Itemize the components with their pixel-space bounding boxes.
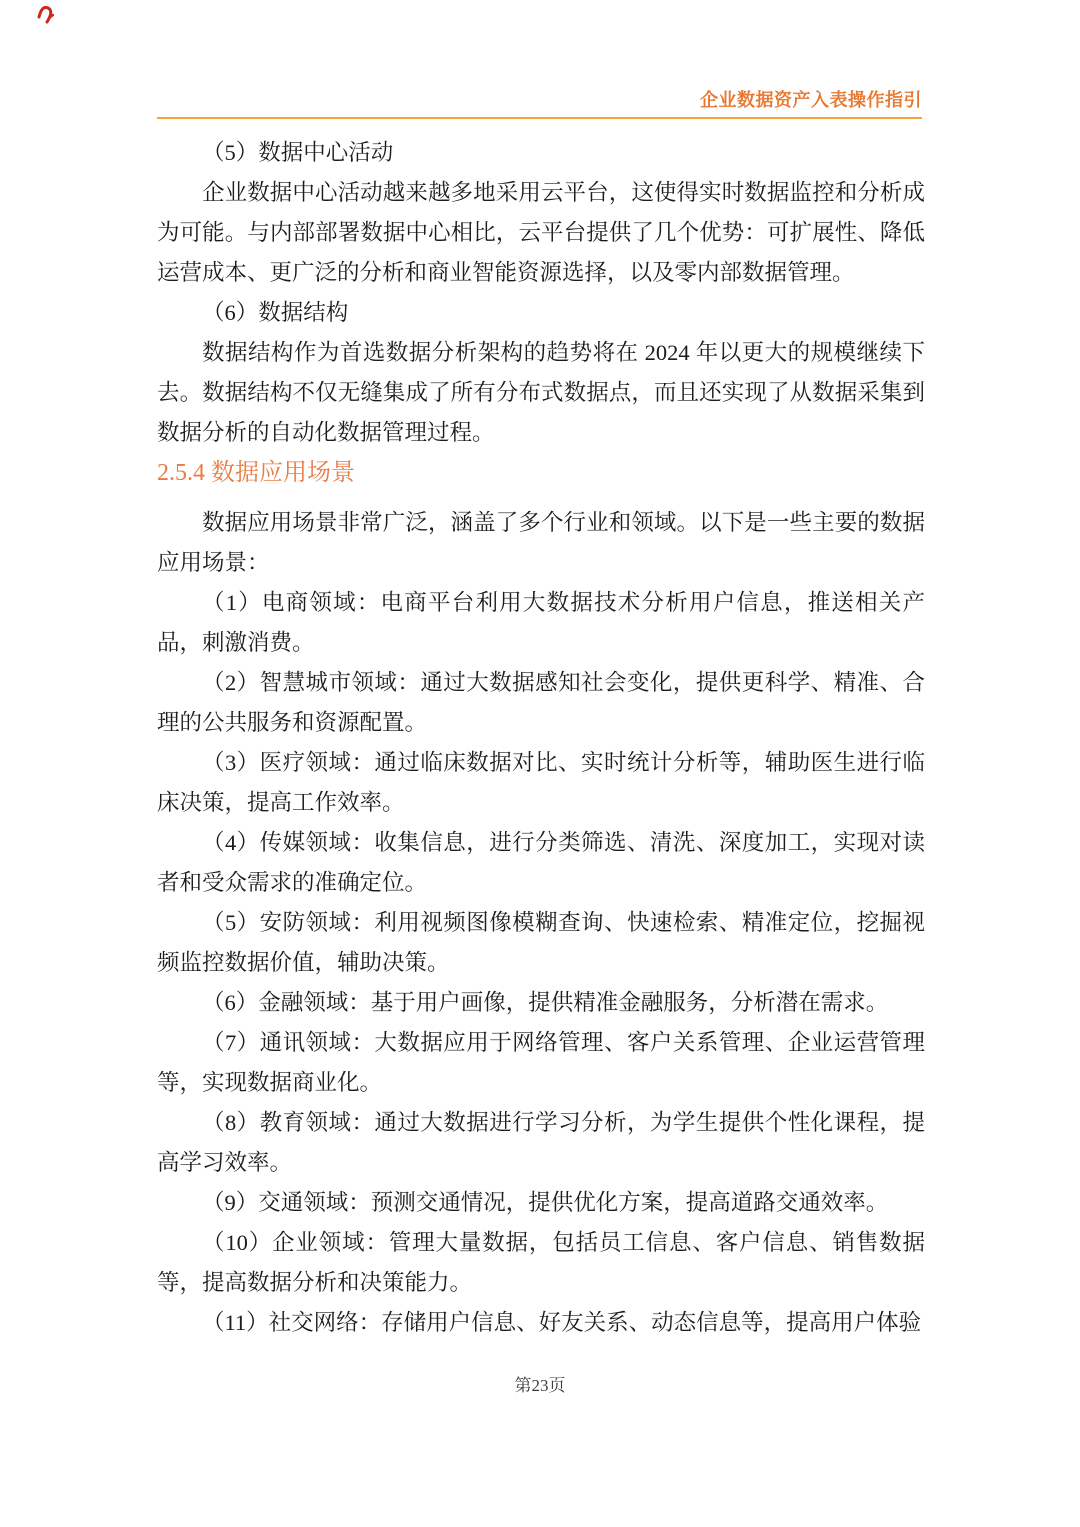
paragraph: 数据应用场景非常广泛，涵盖了多个行业和领域。以下是一些主要的数据应用场景： — [157, 510, 925, 575]
numbered-list-item: （9）交通领域：预测交通情况，提供优化方案，提高道路交通效率。 — [202, 1190, 889, 1215]
header-title: 企业数据资产入表操作指引 — [700, 90, 922, 110]
numbered-list-item: （6）金融领域：基于用户画像，提供精准金融服务，分析潜在需求。 — [202, 990, 889, 1015]
numbered-list-item: （10）企业领域：管理大量数据，包括员工信息、客户信息、销售数据等，提高数据分析和决策能力。 — [157, 1230, 925, 1295]
numbered-item-heading: （6）数据结构 — [202, 300, 349, 325]
page-footer — [0, 1374, 1080, 1398]
numbered-list-item: （2）智慧城市领域：通过大数据感知社会变化，提供更科学、精准、合理的公共服务和资源配置。 — [157, 670, 925, 735]
document-body — [157, 133, 925, 1343]
numbered-item-heading: （5）数据中心活动 — [202, 140, 394, 165]
paragraph: 数据结构作为首选数据分析架构的趋势将在 2024 年以更大的规模继续下去。数据结构不仅无缝集成了所有分布式数据点，而且还实现了从数据采集到数据分析的自动化数据管理过程。 — [157, 340, 925, 445]
section-heading: 2.5.4 数据应用场景 — [157, 460, 355, 486]
numbered-list-item: （8）教育领域：通过大数据进行学习分析，为学生提供个性化课程，提高学习效率。 — [157, 1110, 925, 1175]
page-number: 第23页 — [514, 1376, 566, 1395]
page-header — [157, 90, 922, 119]
numbered-list-item: （7）通讯领域：大数据应用于网络管理、客户关系管理、企业运营管理等，实现数据商业化。 — [157, 1030, 925, 1095]
numbered-list-item: （4）传媒领域：收集信息，进行分类筛选、清洗、深度加工，实现对读者和受众需求的准确定位。 — [157, 830, 925, 895]
numbered-list-item: （3）医疗领域：通过临床数据对比、实时统计分析等，辅助医生进行临床决策，提高工作效率。 — [157, 750, 925, 815]
numbered-list-item: （11）社交网络：存储用户信息、好友关系、动态信息等，提高用户体验 — [202, 1310, 922, 1335]
numbered-list-item: （1）电商领域：电商平台利用大数据技术分析用户信息，推送相关产品，刺激消费。 — [157, 590, 925, 655]
paragraph: 企业数据中心活动越来越多地采用云平台，这使得实时数据监控和分析成为可能。与内部部署数据中心相比，云平台提供了几个优势：可扩展性、降低运营成本、更广泛的分析和商业智能资源选择，以及零内部数据管理。 — [157, 180, 925, 285]
numbered-list-item: （5）安防领域：利用视频图像模糊查询、快速检索、精准定位，挖掘视频监控数据价值，辅助决策。 — [157, 910, 925, 975]
red-ink-mark-icon — [34, 2, 58, 26]
